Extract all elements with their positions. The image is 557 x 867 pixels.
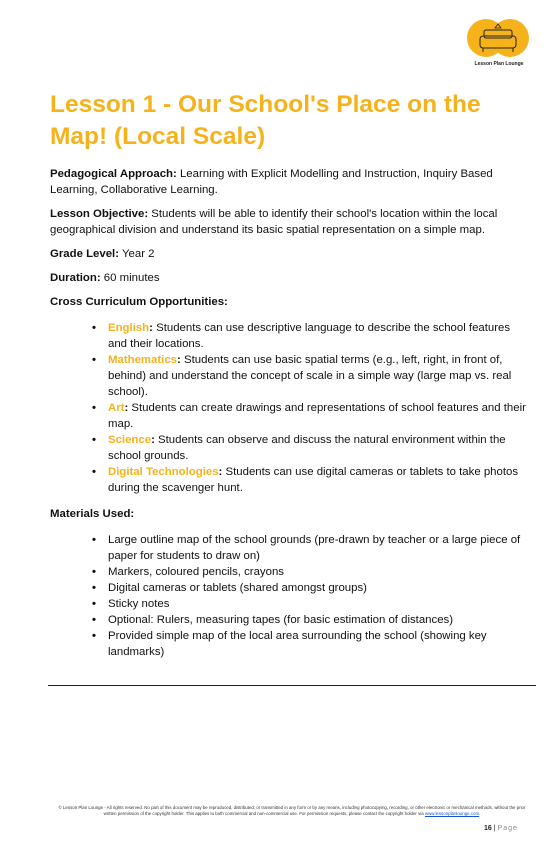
list-item: • English: Students can use descriptive language to describe the school features and their locations.	[108, 320, 530, 352]
list-item: • Digital cameras or tablets (shared amongst groups)	[108, 580, 530, 596]
pedagogy-value: Learning with Explicit Modelling and Instruction, Inquiry Based Learning, Collaborative Learning.	[50, 168, 493, 196]
logo-text: Lesson Plan Lounge	[474, 61, 524, 67]
list-item: • Science: Students can observe and discuss the natural environment within the school grounds.	[108, 432, 530, 464]
duration	[50, 270, 530, 286]
duration-label: Duration:	[50, 272, 101, 284]
list-item: • Digital Technologies: Students can use digital cameras or tablets to take photos during the scavenger hunt.	[108, 464, 530, 496]
lesson-content	[50, 166, 530, 670]
lounge-chair-logo-icon	[466, 18, 532, 62]
cross-curriculum-list	[50, 320, 530, 496]
copyright-footer: © Lesson Plan Lounge - All rights reserved. No part of this document may be reproduced, distributed, or transmitted in any form or by any means, including photocopying, recording, or other electronic or mechanical methods, without the prior written permission of the copyright holder. This applies to both commercial and non-commercial use. For permission requests, please contact the copyright holder via www.lessonplanlounge.com.	[58, 805, 526, 817]
lesson-title: Lesson 1 - Our School's Place on the Map! (Local Scale)	[50, 91, 481, 150]
brand-logo	[466, 18, 532, 70]
list-item: • Sticky notes	[108, 596, 530, 612]
grade-level	[50, 246, 530, 262]
list-item: • Art: Students can create drawings and representations of school features and their map.	[108, 400, 530, 432]
copyright-text: © Lesson Plan Lounge - All rights reserved. No part of this document may be reproduced, distributed, or transmitted in any form or by any means, including photocopying, recording, or other electronic or mechanical methods, without the prior written permission of the copyright holder. This applies to both commercial and non-commercial use. For permission requests, please contact the copyright holder via	[58, 805, 526, 817]
list-item: • Markers, coloured pencils, crayons	[108, 564, 530, 580]
page-number: 16 | Page	[484, 825, 518, 832]
section-divider	[48, 685, 536, 686]
materials-list	[50, 532, 530, 660]
pedagogy-label: Pedagogical Approach:	[50, 168, 177, 180]
cross-curriculum-heading: Cross Curriculum Opportunities:	[50, 296, 228, 308]
grade-value: Year 2	[119, 248, 155, 260]
objective-value: Students will be able to identify their school's location within the local geographical division and understand its basic spatial representation on a simple map.	[50, 208, 498, 236]
grade-label: Grade Level:	[50, 248, 120, 260]
objective-label: Lesson Objective:	[50, 208, 149, 220]
list-item: • Large outline map of the school grounds (pre-drawn by teacher or a large piece of paper for students to draw on)	[108, 532, 530, 564]
lesson-objective	[50, 206, 530, 238]
website-link[interactable]: www.lessonplanlounge.com	[424, 811, 480, 817]
pedagogical-approach	[50, 166, 530, 198]
materials-heading: Materials Used:	[50, 508, 135, 520]
list-item: • Optional: Rulers, measuring tapes (for basic estimation of distances)	[108, 612, 530, 628]
duration-value: 60 minutes	[100, 272, 160, 284]
list-item: • Mathematics: Students can use basic spatial terms (e.g., left, right, in front of, behind) and understand the concept of scale in a simple way (large map vs. real school).	[108, 352, 530, 400]
list-item: • Provided simple map of the local area surrounding the school (showing key landmarks)	[108, 628, 530, 660]
